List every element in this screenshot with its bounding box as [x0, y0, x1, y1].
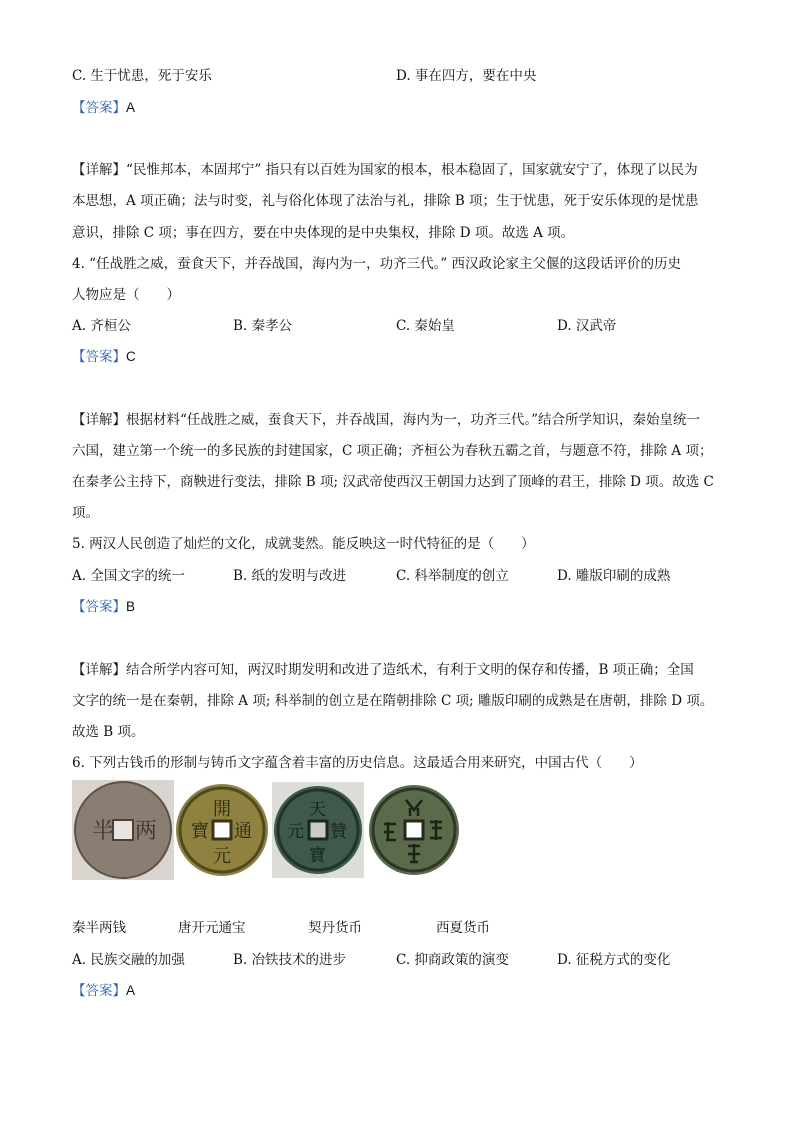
q5-option-d: D. 雕版印刷的成熟 [557, 568, 671, 584]
q4-stem-line-2: 人物应是（ ） [72, 287, 180, 303]
q6-option-c: C. 抑商政策的演变 [396, 952, 509, 968]
q4-explain-line-1: 【详解】根据材料“任战胜之威，蚕食天下，并吞战国，海内为一，功齐三代。”结合所学知识，秦始皇统一 [72, 412, 701, 428]
coin-glyph: 两 [135, 819, 158, 844]
coin-image-qin-banliang [72, 780, 174, 880]
coin-caption-1: 秦半两钱 [72, 920, 126, 936]
q4-answer [72, 347, 136, 367]
coin-glyph: 寶 [309, 846, 326, 866]
q4-stem-line-1: 4. “任战胜之威，蚕食天下，并吞战国，海内为一，功齐三代。” 西汉政论家主父偃的这段话评价的历史 [72, 256, 682, 272]
q6-stem: 6. 下列古钱币的形制与铸币文字蕴含着丰富的历史信息。这最适合用来研究，中国古代（ ） [72, 755, 643, 771]
q6-answer [72, 981, 135, 1001]
coin-caption-3: 契丹货币 [308, 920, 362, 936]
q5-option-a: A. 全国文字的统一 [72, 568, 185, 584]
q4-option-c: C. 秦始皇 [396, 318, 455, 334]
q4-option-b: B. 秦孝公 [233, 318, 293, 334]
coin-image-kaiyuan-tongbao [174, 780, 270, 880]
coin-glyph: 通 [234, 821, 252, 842]
q4-explain-line-2: 六国，建立第一个统一的多民族的封建国家，C 项正确；齐桓公为春秋五霸之首，与题意不符，排除 A 项； [72, 443, 713, 459]
q5-stem: 5. 两汉人民创造了灿烂的文化，成就斐然。能反映这一时代特征的是（ ） [72, 536, 535, 552]
answer-label: 【答案】 [72, 599, 126, 615]
q3-option-d: D. 事在四方，要在中央 [396, 68, 537, 84]
coin-glyph: 元 [213, 846, 231, 867]
answer-value: B [126, 599, 136, 614]
q6-option-a: A. 民族交融的加强 [72, 952, 185, 968]
q5-explain-line-2: 文字的统一是在秦朝，排除 A 项; 科举制的创立是在隋朝排除 C 项; 雕版印刷的成熟是在唐朝，排除 D 项。 [72, 693, 714, 709]
answer-value: A [126, 100, 136, 115]
coin-caption-2: 唐开元通宝 [178, 920, 246, 936]
answer-label: 【答案】 [72, 983, 126, 999]
q4-option-d: D. 汉武帝 [557, 318, 617, 334]
q5-option-c: C. 科举制度的创立 [396, 568, 509, 584]
coin-caption-4: 西夏货币 [436, 920, 490, 936]
coin-glyph: 元 [287, 822, 304, 842]
q3-explain-line-2: 本思想，A 项正确；法与时变，礼与俗化体现了法治与礼，排除 B 项；生于忧患，死于安乐体现的是忧患 [72, 193, 699, 209]
coin-image-khitan [272, 780, 364, 880]
q5-explain-line-3: 故选 B 项。 [72, 724, 145, 740]
q5-option-b: B. 纸的发明与改进 [233, 568, 347, 584]
q4-explain-line-4: 项。 [72, 505, 99, 521]
q3-answer [72, 98, 135, 118]
q6-option-b: B. 冶铁技术的进步 [233, 952, 347, 968]
q5-answer [72, 597, 135, 617]
q3-explain-line-3: 意识，排除 C 项；事在四方，要在中央体现的是中央集权，排除 D 项。故选 A 项。 [72, 225, 575, 241]
q5-explain-line-1: 【详解】结合所学内容可知，两汉时期发明和改进了造纸术，有利于文明的保存和传播，B 项正确；全国 [72, 662, 694, 678]
q4-explain-line-3: 在秦孝公主持下，商鞅进行变法，排除 B 项; 汉武帝使西汉王朝国力达到了顶峰的君王，排除 D 项。故选 C [72, 474, 714, 490]
answer-label: 【答案】 [72, 100, 126, 116]
coin-images [72, 780, 472, 882]
answer-value: A [126, 983, 136, 998]
coin-glyph: 天 [309, 800, 326, 820]
answer-label: 【答案】 [72, 349, 126, 365]
coin-glyph: 寶 [191, 821, 209, 842]
coin-glyph: 贊 [330, 822, 347, 842]
coin-glyph: 半 [92, 819, 115, 844]
coin-image-western-xia [366, 780, 462, 880]
q6-option-d: D. 征税方式的变化 [557, 952, 671, 968]
q3-option-c: C. 生于忧患，死于安乐 [72, 68, 212, 84]
answer-value: C [126, 349, 136, 364]
coin-glyph: 開 [213, 799, 231, 820]
q4-option-a: A. 齐桓公 [72, 318, 131, 334]
q3-explain-line-1: 【详解】“民惟邦本，本固邦宁” 指只有以百姓为国家的根本，根本稳固了，国家就安宁了，体现了以民为 [72, 162, 698, 178]
